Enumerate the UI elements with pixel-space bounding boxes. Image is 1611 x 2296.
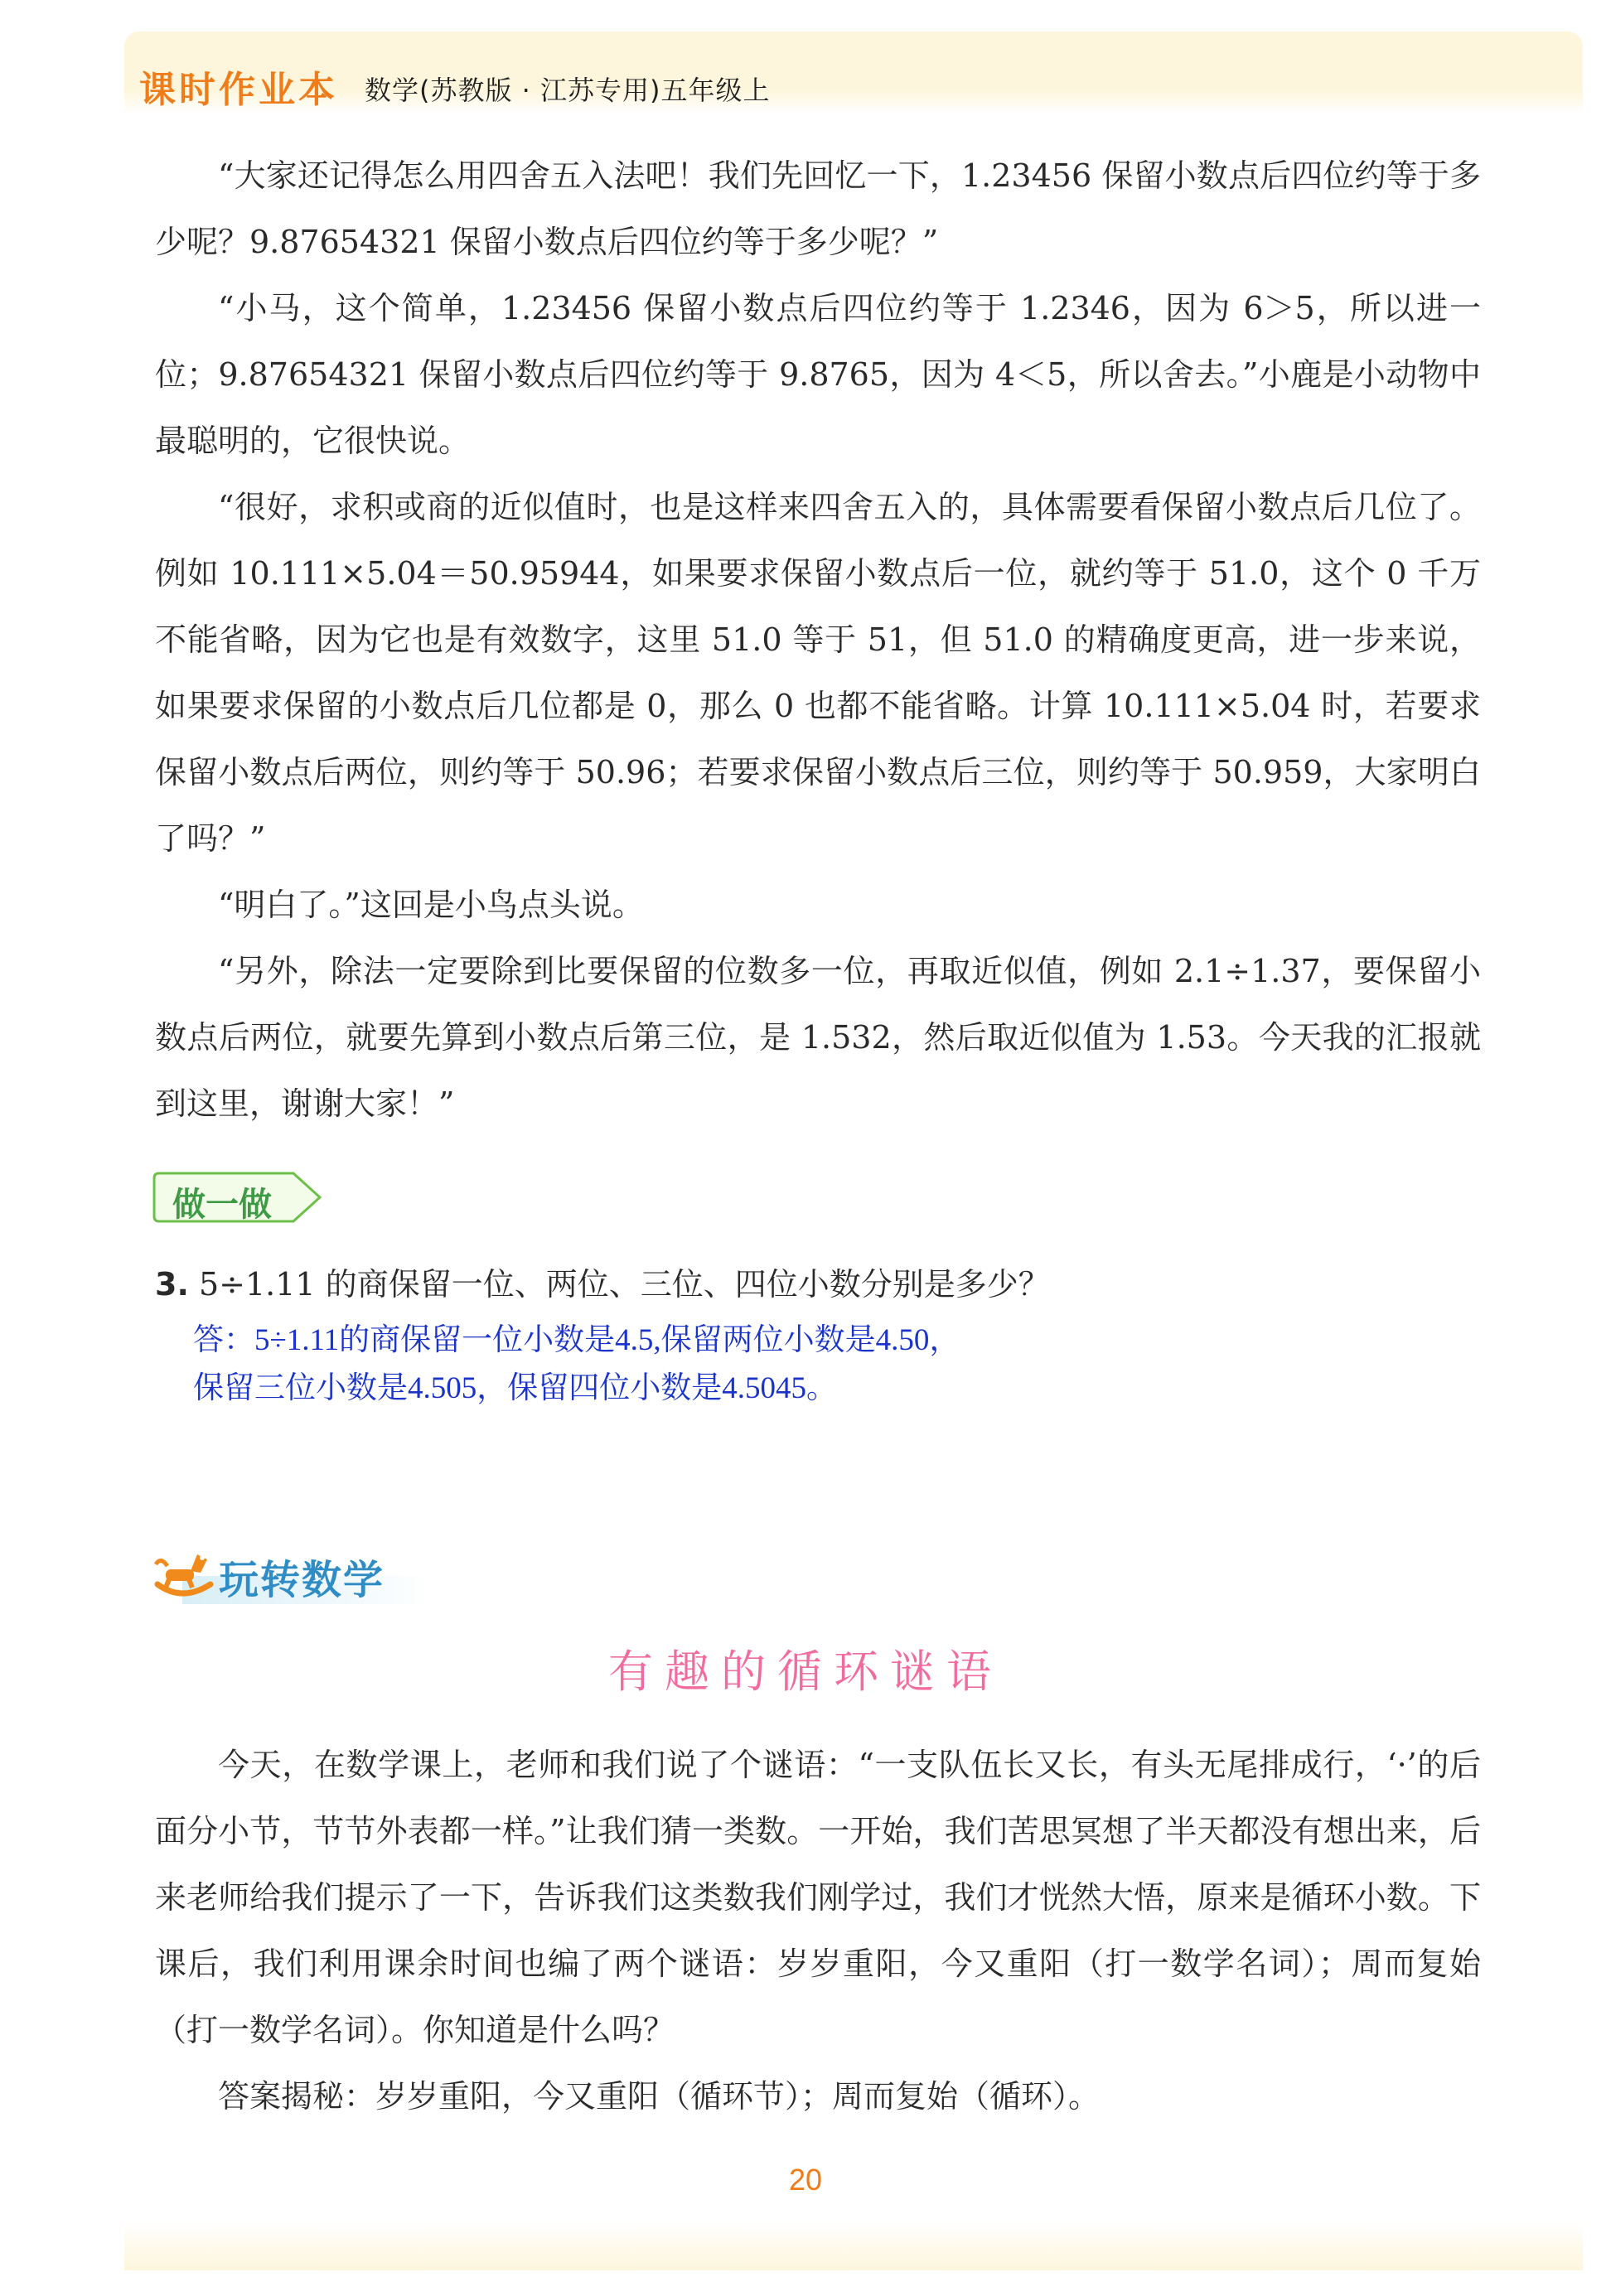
brand-title: 课时作业本 [139,69,338,111]
fun-section-header [149,1543,431,1609]
answer-line-1: 答：5÷1.11的商保留一位小数是4.5,保留两位小数是4.50， [193,1323,960,1357]
rocking-horse-icon [149,1548,215,1606]
badge-label: 做一做 [172,1186,272,1224]
paragraph-5: “另外，除法一定要除到比要保留的位数多一位，再取近似值，例如 2.1÷1.37，要保留小数点后两位，就要先算到小数点后第三位，是 1.532，然后取近似值为 1.53。今天我的汇报就到这里，谢谢大家！” [155,953,1481,1122]
page-number: 20 [788,2163,823,2197]
paragraph-1: “大家还记得怎么用四舍五入法吧！我们先回忆一下，1.23456 保留小数点后四位约等于多少呢？9.87654321 保留小数点后四位约等于多少呢？” [155,157,1481,260]
fun-section-label: 玩转数学 [219,1557,385,1603]
book-subtitle: 数学(苏教版 · 江苏专用)五年级上 [365,75,771,106]
question-3 [155,1259,1050,1309]
paragraph-3: “很好，求积或商的近似值时，也是这样来四舍五入的，具体需要看保留小数点后几位了。例如 10.111×5.04＝50.95944，如果要求保留小数点后一位，就约等于 51.0，这个 0 千万不能省略，因为它也是有效数字，这里 51.0 等于 51，但 51.0 的精确度更高，进一步来说，如果要求保留的小数点后几位都是 0，那么 0 也都不能省略。计算 10.111×5.04 时，若要求保留小数点后两位，则约等于 50.96；若要求保留小数点后三位，则约等于 50.959，大家明白了吗？” [155,489,1481,857]
question-number: 3. [155,1266,189,1303]
story-paragraph-1: 今天，在数学课上，老师和我们说了个谜语：“一支队伍长又长，有头无尾排成行，‘·’的后面分小节，节节外表都一样。”让我们猜一类数。一开始，我们苦思冥想了半天都没有想出来，后来老师给我们提示了一下，告诉我们这类数我们刚学过，我们才恍然大悟，原来是循环小数。下课后，我们利用课余时间也编了两个谜语：岁岁重阳，今又重阳（打一数学名词）；周而复始（打一数学名词）。你知道是什么吗？ [155,1747,1481,2048]
story-paragraph-2: 答案揭秘：岁岁重阳，今又重阳（循环节）；周而复始（循环）。 [218,2078,1101,2115]
paragraph-2: “小马，这个简单，1.23456 保留小数点后四位约等于 1.2346，因为 6＞5，所以进一位；9.87654321 保留小数点后四位约等于 9.8765，因为 4＜5，所以舍去。”小鹿是小动物中最聪明的，它很快说。 [155,290,1481,459]
question-text: 5÷1.11 的商保留一位、两位、三位、四位小数分别是多少？ [198,1266,1050,1303]
do-it-badge [152,1168,327,1226]
header-band [124,31,1583,114]
story-title: 有趣的循环谜语 [608,1646,1003,1698]
paragraph-4: “明白了。”这回是小鸟点头说。 [218,887,644,923]
answer-line-2: 保留三位小数是4.505，保留四位小数是4.5045。 [193,1371,837,1405]
footer-band [124,2221,1583,2270]
